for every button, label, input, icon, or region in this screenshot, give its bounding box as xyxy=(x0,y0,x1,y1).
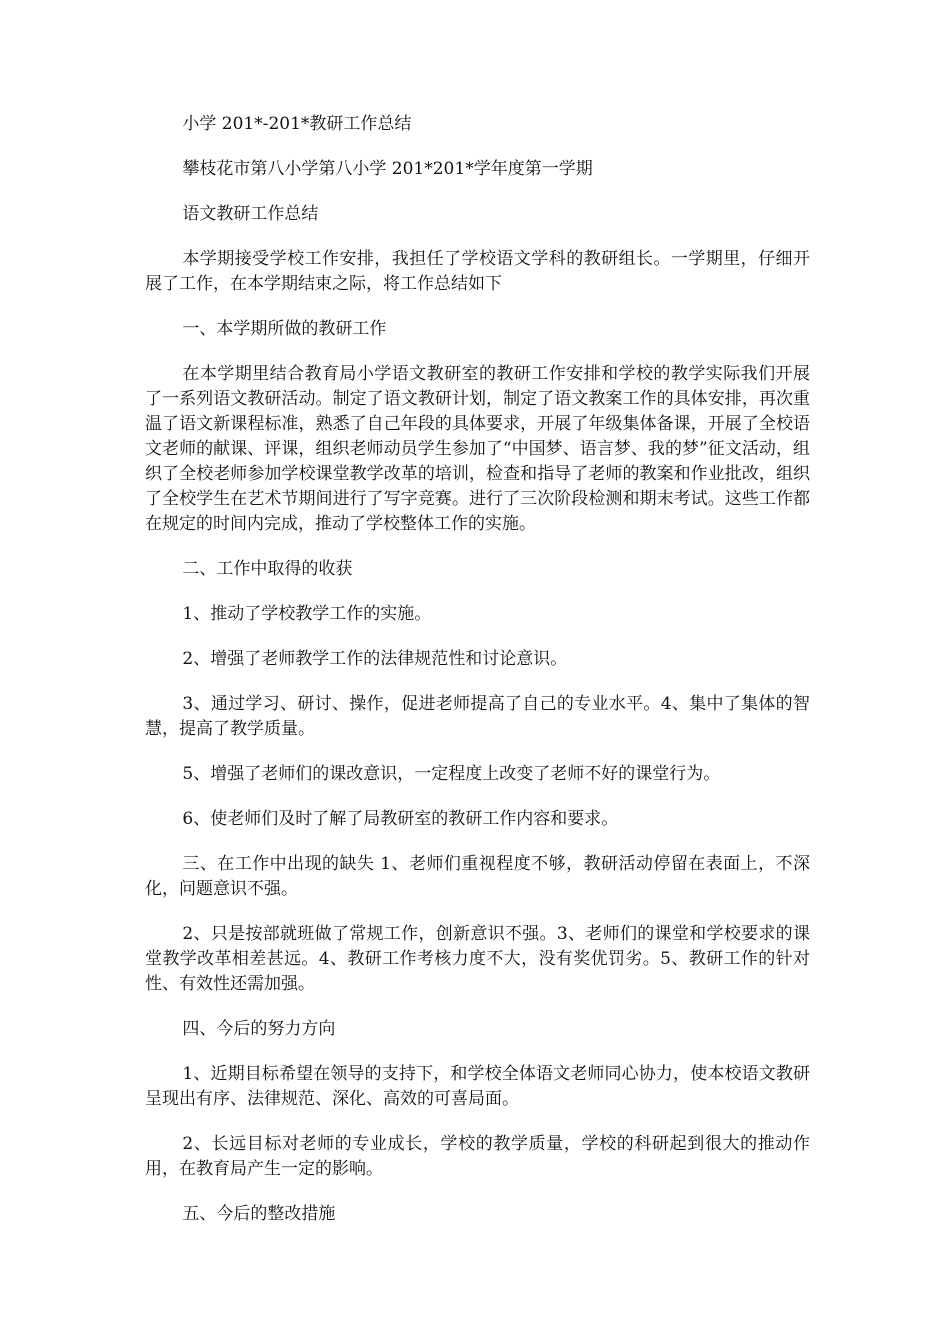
gain-item-6: 6、使老师们及时了解了局教研室的教研工作内容和要求。 xyxy=(182,809,619,829)
section-heading-4: 四、今后的努力方向 xyxy=(182,1019,336,1039)
gain-item-1: 1、推动了学校教学工作的实施。 xyxy=(182,604,432,624)
goal-item-1: 1、近期目标希望在领导的支持下，和学校全体语文老师同心协力，使本校语文教研呈现出有序、法律规范、深化、高效的可喜局面。 xyxy=(145,1064,810,1109)
gain-item-2: 2、增强了老师教学工作的法律规范性和讨论意识。 xyxy=(182,649,568,669)
gain-item-3-4: 3、通过学习、研讨、操作，促进老师提高了自己的专业水平。4、集中了集体的智慧，提高了教学质量。 xyxy=(145,694,810,739)
goal-item-2: 2、长远目标对老师的专业成长，学校的教学质量，学校的科研起到很大的推动作用，在教育局产生一定的影响。 xyxy=(145,1134,810,1179)
intro-paragraph: 本学期接受学校工作安排，我担任了学校语文学科的教研组长。一学期里，仔细开展了工作，在本学期结束之际，将工作总结如下 xyxy=(145,249,810,294)
shortcomings-items-2-5: 2、只是按部就班做了常规工作，创新意识不强。3、老师们的课堂和学校要求的课堂教学改革相差甚远。4、教研工作考核力度不大，没有奖优罚劣。5、教研工作的针对性、有效性还需加强。 xyxy=(145,924,810,994)
section-3-shortcomings: 三、在工作中出现的缺失 1、老师们重视程度不够，教研活动停留在表面上，不深化，问题意识不强。 xyxy=(145,854,810,899)
section-heading-2: 二、工作中取得的收获 xyxy=(182,559,353,579)
gain-item-5: 5、增强了老师们的课改意识，一定程度上改变了老师不好的课堂行为。 xyxy=(182,764,721,784)
document-page xyxy=(145,112,810,1247)
section-heading-1: 一、本学期所做的教研工作 xyxy=(182,319,387,339)
document-title: 小学 201*-201*教研工作总结 xyxy=(182,114,412,134)
document-subtitle: 语文教研工作总结 xyxy=(182,204,319,224)
section-1-body: 在本学期里结合教育局小学语文教研室的教研工作安排和学校的教学实际我们开展了一系列语文教研活动。制定了语文教研计划，制定了语文教案工作的具体安排，再次重温了语文新课程标准，熟悉了自己年段的具体要求，开展了年级集体备课，开展了全校语文老师的献课、评课，组织老师动员学生参加了“中国梦、语言梦、我的梦”征文活动，组织了全校老师参加学校课堂教学改革的培训，检查和指导了老师的教案和作业批改，组织了全校学生在艺术节期间进行了写字竞赛。进行了三次阶段检测和期末考试。这些工作都在规定的时间内完成，推动了学校整体工作的实施。 xyxy=(145,364,810,534)
school-and-term-line: 攀枝花市第八小学第八小学 201*201*学年度第一学期 xyxy=(182,159,593,179)
section-heading-5: 五、今后的整改措施 xyxy=(182,1204,336,1224)
